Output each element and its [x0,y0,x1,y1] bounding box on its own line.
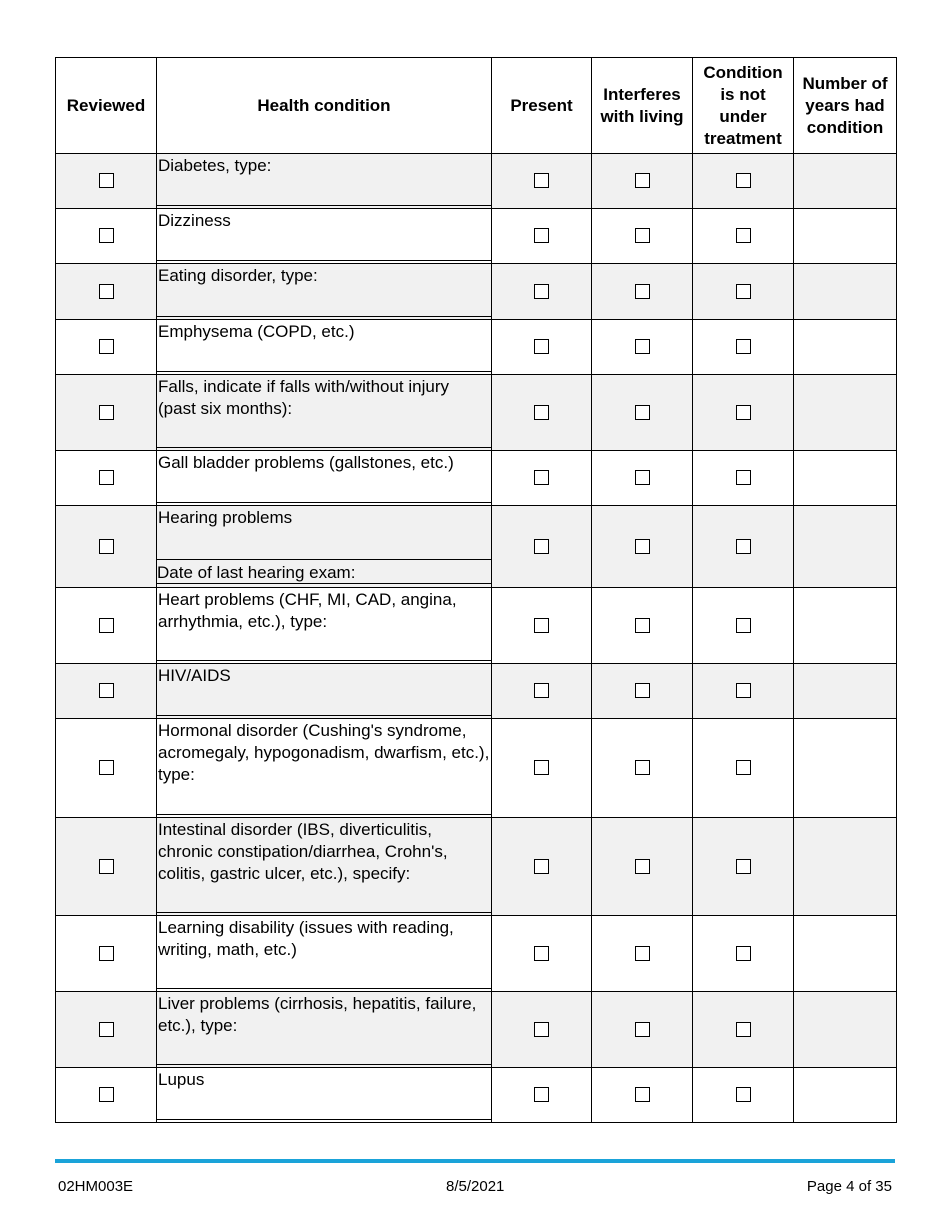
condition-label: Dizziness [158,211,231,230]
years-field[interactable] [794,375,897,451]
health-condition-cell [157,451,492,506]
years-field[interactable] [794,719,897,818]
table-row [56,664,897,719]
answer-line[interactable] [157,1119,491,1120]
health-condition-cell [157,818,492,916]
health-condition-cell [157,209,492,264]
condition-label: Diabetes, type: [158,156,272,175]
not-under-treatment-checkbox[interactable] [736,284,751,299]
answer-line[interactable] [157,205,491,206]
reviewed-checkbox[interactable] [99,405,114,420]
answer-line[interactable] [157,371,491,372]
not-under-treatment-checkbox[interactable] [736,683,751,698]
condition-label: Lupus [158,1070,205,1089]
table-row [56,916,897,992]
interferes-checkbox[interactable] [635,946,650,961]
years-field[interactable] [794,916,897,992]
form-number: 02HM003E [58,1178,134,1195]
present-checkbox[interactable] [534,618,549,633]
not-under-treatment-checkbox[interactable] [736,859,751,874]
reviewed-checkbox[interactable] [99,683,114,698]
years-field[interactable] [794,1068,897,1123]
condition-label: Gall bladder problems (gallstones, etc.) [158,453,454,472]
not-under-treatment-checkbox[interactable] [736,539,751,554]
interferes-checkbox[interactable] [635,1087,650,1102]
reviewed-checkbox[interactable] [99,539,114,554]
present-checkbox[interactable] [534,339,549,354]
header-present: Present [492,58,592,154]
header-interferes: Interferes with living [592,58,693,154]
health-condition-cell [157,375,492,451]
health-condition-cell [157,719,492,818]
interferes-checkbox[interactable] [635,683,650,698]
answer-line[interactable] [157,260,491,261]
interferes-checkbox[interactable] [635,228,650,243]
years-field[interactable] [794,209,897,264]
reviewed-checkbox[interactable] [99,1022,114,1037]
answer-line[interactable] [157,912,491,913]
years-field[interactable] [794,154,897,209]
condition-label: Hearing problems [158,508,293,527]
years-field[interactable] [794,664,897,719]
form-date: 8/5/2021 [446,1178,505,1195]
present-checkbox[interactable] [534,859,549,874]
reviewed-checkbox[interactable] [99,1087,114,1102]
not-under-treatment-checkbox[interactable] [736,1022,751,1037]
health-condition-cell [157,506,492,588]
years-field[interactable] [794,506,897,588]
table-row [56,1068,897,1123]
table-row [56,818,897,916]
table-header-row [56,58,897,154]
answer-line[interactable] [157,715,491,716]
table-row [56,719,897,818]
condition-label: Learning disability (issues with reading, writing, math, etc.) [158,918,454,959]
answer-line[interactable] [157,502,491,503]
not-under-treatment-checkbox[interactable] [736,173,751,188]
health-condition-cell [157,916,492,992]
header-health-condition: Health condition [157,58,492,154]
reviewed-checkbox[interactable] [99,618,114,633]
years-field[interactable] [794,588,897,664]
condition-label: Eating disorder, type: [158,266,318,285]
present-checkbox[interactable] [534,470,549,485]
health-condition-cell [157,264,492,320]
answer-line [157,583,491,584]
table-row [56,209,897,264]
header-reviewed: Reviewed [56,58,157,154]
reviewed-checkbox[interactable] [99,173,114,188]
table-row [56,375,897,451]
years-field[interactable] [794,264,897,320]
reviewed-checkbox[interactable] [99,760,114,775]
present-checkbox[interactable] [534,1022,549,1037]
footer-accent-bar [55,1159,895,1163]
condition-label: Hormonal disorder (Cushing's syndrome, acromegaly, hypogonadism, dwarfism, etc.), type: [158,721,490,784]
condition-label: Heart problems (CHF, MI, CAD, angina, arrhythmia, etc.), type: [158,590,457,631]
reviewed-checkbox[interactable] [99,284,114,299]
reviewed-checkbox[interactable] [99,946,114,961]
health-condition-cell [157,1068,492,1123]
answer-line[interactable] [157,988,491,989]
not-under-treatment-checkbox[interactable] [736,470,751,485]
present-checkbox[interactable] [534,1087,549,1102]
present-checkbox[interactable] [534,946,549,961]
reviewed-checkbox[interactable] [99,339,114,354]
reviewed-checkbox[interactable] [99,859,114,874]
not-under-treatment-checkbox[interactable] [736,1087,751,1102]
header-years: Number of years had condition [794,58,897,154]
health-condition-cell [157,320,492,375]
not-under-treatment-checkbox[interactable] [736,760,751,775]
interferes-checkbox[interactable] [635,539,650,554]
answer-line[interactable] [157,316,491,317]
table-row [56,451,897,506]
table-row [56,320,897,375]
health-condition-cell [157,154,492,209]
condition-label: HIV/AIDS [158,666,231,685]
table-row [56,992,897,1068]
present-checkbox[interactable] [534,760,549,775]
table-row [56,588,897,664]
interferes-checkbox[interactable] [635,859,650,874]
header-not-under-treatment: Condition is not under treatment [693,58,794,154]
years-field[interactable] [794,320,897,375]
present-checkbox[interactable] [534,228,549,243]
interferes-checkbox[interactable] [635,1022,650,1037]
interferes-checkbox[interactable] [635,760,650,775]
not-under-treatment-checkbox[interactable] [736,618,751,633]
condition-label: Falls, indicate if falls with/without injury (past six months): [158,377,450,418]
condition-label: Emphysema (COPD, etc.) [158,322,355,341]
interferes-checkbox[interactable] [635,339,650,354]
answer-line[interactable] [157,1064,491,1065]
condition-label: Intestinal disorder (IBS, diverticulitis, chronic constipation/diarrhea, Crohn's, colitis, gastric ulcer, etc.), specify: [158,820,448,883]
years-field[interactable] [794,818,897,916]
present-checkbox[interactable] [534,539,549,554]
reviewed-checkbox[interactable] [99,228,114,243]
years-field[interactable] [794,451,897,506]
interferes-checkbox[interactable] [635,284,650,299]
table-row [56,154,897,209]
present-checkbox[interactable] [534,284,549,299]
interferes-checkbox[interactable] [635,470,650,485]
health-condition-cell [157,992,492,1068]
condition-label: Liver problems (cirrhosis, hepatitis, failure, etc.), type: [158,994,477,1035]
health-condition-table [55,57,897,1123]
present-checkbox[interactable] [534,405,549,420]
answer-line[interactable] [157,447,491,448]
health-condition-cell [157,664,492,719]
page-number: Page 4 of 35 [806,1178,892,1195]
answer-line[interactable] [157,660,491,661]
interferes-checkbox[interactable] [635,618,650,633]
condition-sublabel: Date of last hearing exam: [157,563,356,582]
present-checkbox[interactable] [534,683,549,698]
interferes-checkbox[interactable] [635,173,650,188]
not-under-treatment-checkbox[interactable] [736,405,751,420]
not-under-treatment-checkbox[interactable] [736,228,751,243]
health-condition-cell [157,588,492,664]
table-row [56,264,897,320]
not-under-treatment-checkbox[interactable] [736,946,751,961]
table-row [56,506,897,588]
not-under-treatment-checkbox[interactable] [736,339,751,354]
years-field[interactable] [794,992,897,1068]
answer-line[interactable] [157,814,491,815]
reviewed-checkbox[interactable] [99,470,114,485]
interferes-checkbox[interactable] [635,405,650,420]
present-checkbox[interactable] [534,173,549,188]
